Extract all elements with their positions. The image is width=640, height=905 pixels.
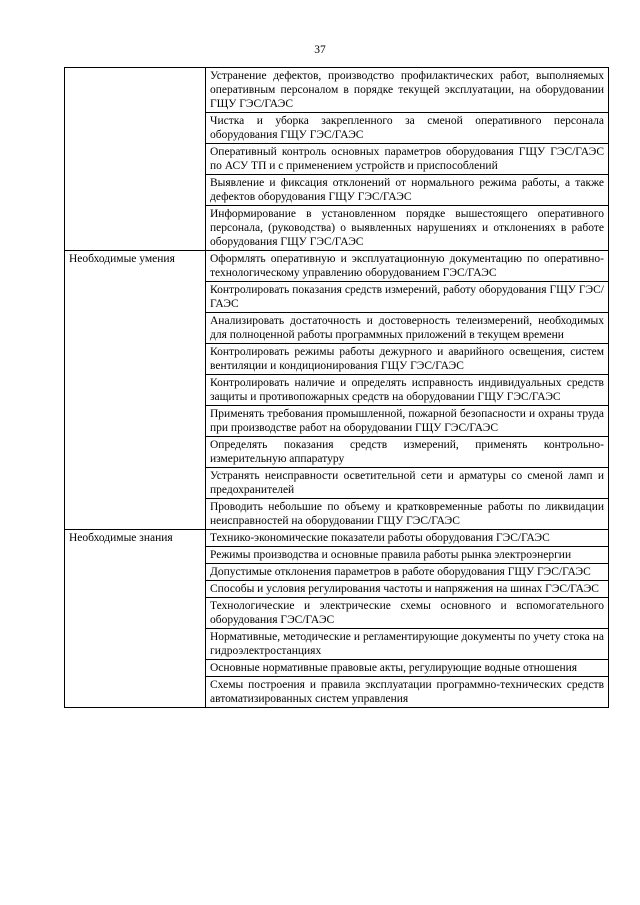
requirement-item: Определять показания средств измерений, применять контрольно-измерительную аппаратуру [206, 437, 609, 468]
requirements-table [64, 67, 609, 708]
requirement-item: Контролировать режимы работы дежурного и аварийного освещения, систем вентиляции и кондиционирования ГЩУ ГЭС/ГАЭС [206, 344, 609, 375]
requirement-item: Технологические и электрические схемы основного и вспомогательного оборудования ГЭС/ГАЭС [206, 598, 609, 629]
page-number: 37 [314, 44, 326, 56]
requirement-item: Оформлять оперативную и эксплуатационную документацию по оперативно-технологическому управлению оборудованием ГЭС/ГАЭС [206, 251, 609, 282]
requirement-item: Технико-экономические показатели работы оборудования ГЭС/ГАЭС [206, 530, 609, 547]
requirement-item: Режимы производства и основные правила работы рынка электроэнергии [206, 547, 609, 564]
requirement-item: Схемы построения и правила эксплуатации программно-технических средств автоматизированных систем управления [206, 677, 609, 708]
requirement-item: Контролировать показания средств измерений, работу оборудования ГЩУ ГЭС/ГАЭС [206, 282, 609, 313]
requirement-item: Допустимые отклонения параметров в работе оборудования ГЩУ ГЭС/ГАЭС [206, 564, 609, 581]
requirement-item: Нормативные, методические и регламентирующие документы по учету стока на гидроэлектростанциях [206, 629, 609, 660]
requirement-item: Основные нормативные правовые акты, регулирующие водные отношения [206, 660, 609, 677]
requirement-item: Устранять неисправности осветительной сети и арматуры со сменой ламп и предохранителей [206, 468, 609, 499]
requirement-item: Выявление и фиксация отклонений от нормального режима работы, а также дефектов оборудования ГЩУ ГЭС/ГАЭС [206, 175, 609, 206]
requirement-item: Анализировать достаточность и достоверность телеизмерений, необходимых для полноценной работы программных приложений в текущем времени [206, 313, 609, 344]
requirements-table-body [65, 68, 609, 708]
table-row [65, 251, 609, 282]
requirement-item: Проводить небольшие по объему и кратковременные работы по ликвидации неисправностей на оборудовании ГЩУ ГЭС/ГАЭС [206, 499, 609, 530]
table-row [65, 68, 609, 113]
requirement-item: Контролировать наличие и определять исправность индивидуальных средств защиты и противопожарных средств на оборудовании ГЩУ ГЭС/ГАЭС [206, 375, 609, 406]
requirement-item: Применять требования промышленной, пожарной безопасности и охраны труда при производстве работ на оборудовании ГЩУ ГЭС/ГАЭС [206, 406, 609, 437]
requirement-item: Чистка и уборка закрепленного за сменой оперативного персонала оборудования ГЩУ ГЭС/ГАЭС [206, 113, 609, 144]
requirement-item: Способы и условия регулирования частоты и напряжения на шинах ГЭС/ГАЭС [206, 581, 609, 598]
requirement-item: Информирование в установленном порядке вышестоящего оперативного персонала, (руководства) о выявленных нарушениях и отклонениях в работе оборудования ГЩУ ГЭС/ГАЭС [206, 206, 609, 251]
requirement-item: Устранение дефектов, производство профилактических работ, выполняемых оперативным персоналом в порядке текущей эксплуатации, на оборудовании ГЩУ ГЭС/ГАЭС [206, 68, 609, 113]
section-label: Необходимые знания [65, 530, 206, 708]
section-label: Необходимые умения [65, 251, 206, 530]
table-row [65, 530, 609, 547]
section-label [65, 68, 206, 251]
requirement-item: Оперативный контроль основных параметров оборудования ГЩУ ГЭС/ГАЭС по АСУ ТП и с применением устройств и приспособлений [206, 144, 609, 175]
